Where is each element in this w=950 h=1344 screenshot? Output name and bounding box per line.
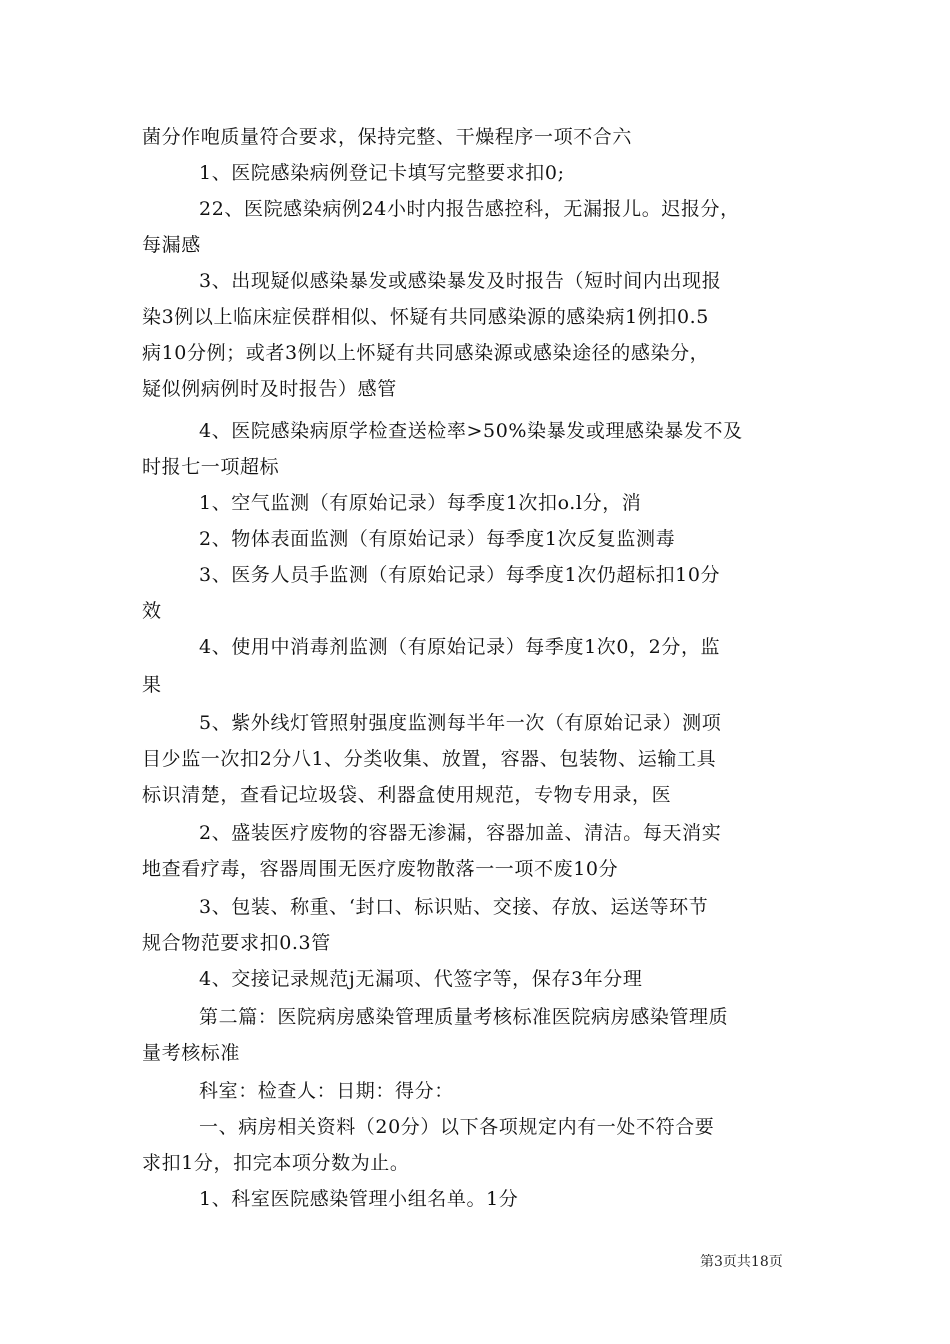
text-line: 3、出现疑似感染暴发或感染暴发及时报告（短时间内出现报 (199, 270, 722, 292)
text-line: 果 (142, 674, 162, 696)
text-line: 时报七一项超标 (142, 456, 280, 478)
page-number: 第3页共18页 (700, 1254, 783, 1270)
text-line: 3、包装、称重、‘封口、标识贴、交接、存放、运送等环节 (199, 896, 709, 918)
text-line: 1、空气监测（有原始记录）每季度1次扣o.l分，消 (199, 492, 642, 514)
text-line: 菌分作咆质量符合要求，保持完整、干燥程序一项不合六 (142, 126, 633, 148)
text-line: 求扣1分，扣完本项分数为止。 (142, 1152, 410, 1174)
text-line: 规合物范要求扣0.3管 (142, 932, 331, 954)
text-line: 3、医务人员手监测（有原始记录）每季度1次仍超标扣10分 (199, 564, 721, 586)
text-line: 2、物体表面监测（有原始记录）每季度1次反复监测毒 (199, 528, 676, 550)
text-line: 5、紫外线灯管照射强度监测每半年一次（有原始记录）测项 (199, 712, 722, 734)
text-line: 22、医院感染病例24小时内报告感控科，无漏报⼉。迟报分， (199, 198, 740, 220)
text-line: 2、盛装医疗废物的容器无渗漏，容器加盖、清洁。每天消实 (199, 822, 722, 844)
text-line: 疑似例病例时及时报告）感管 (142, 378, 397, 400)
text-line: 地查看疗毒，容器周围无医疗废物散落一一项不废10分 (142, 858, 619, 880)
text-line: 4、医院感染病原学检查送检率>50%染暴发或理感染暴发不及 (199, 420, 743, 442)
text-line: 染3例以上临床症侯群相似、怀疑有共同感染源的感染病1例扣0.5 (142, 306, 709, 328)
text-line: 一、病房相关资料（20分）以下各项规定内有一处不符合要 (199, 1116, 715, 1138)
text-line: 4、交接记录规范j无漏项、代签字等，保存3年分理 (199, 968, 643, 990)
text-line: 效 (142, 600, 162, 622)
text-line: 量考核标准 (142, 1042, 241, 1064)
text-line: 科室：检查人：日期：得分： (199, 1080, 454, 1102)
text-line: 第二篇：医院病房感染管理质量考核标准医院病房感染管理质 (199, 1006, 729, 1028)
text-line: 标识清楚，查看记垃圾袋、利器盒使用规范，专物专用录，医 (142, 784, 672, 806)
text-line: 4、使用中消毒剂监测（有原始记录）每季度1次0，2分，监 (199, 636, 721, 658)
text-line: 1、科室医院感染管理小组名单。1分 (199, 1188, 519, 1210)
text-line: 目少监一次扣2分八1、分类收集、放置，容器、包装物、运输工具 (142, 748, 717, 770)
text-line: 1、医院感染病例登记卡填写完整要求扣0; (199, 162, 565, 184)
text-line: 每漏感 (142, 234, 201, 256)
text-line: 病10分例；或者3例以上怀疑有共同感染源或感染途径的感染分， (142, 342, 710, 364)
